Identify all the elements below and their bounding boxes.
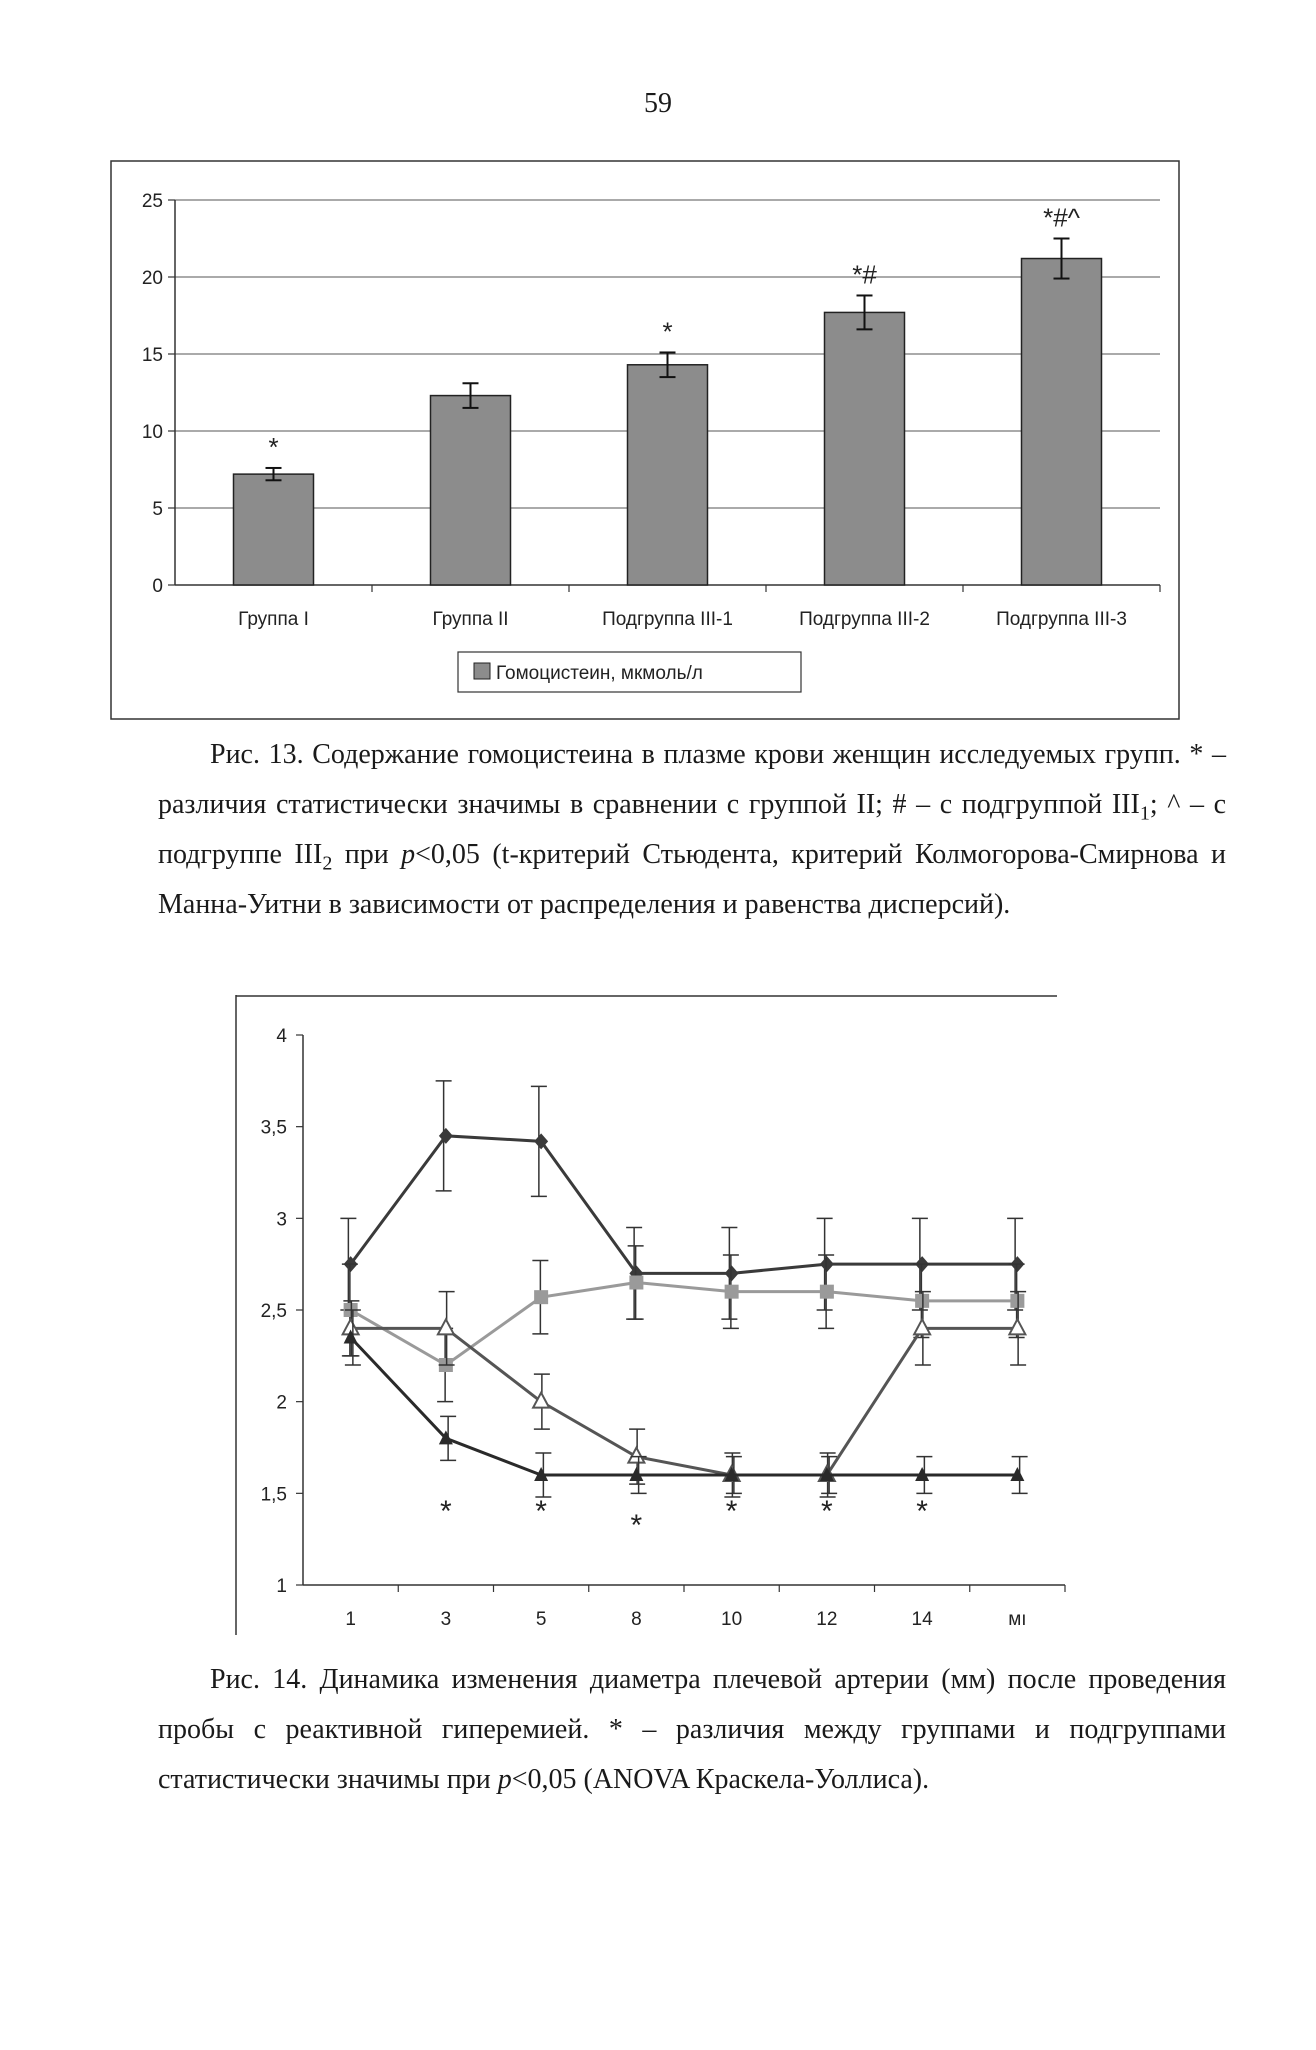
x-tick-label: Подгруппа III-3	[996, 609, 1127, 630]
significance-label: *	[630, 1508, 643, 1542]
x-tick-label: Группа II	[432, 609, 509, 630]
legend-swatch	[474, 663, 490, 679]
significance-label: *	[440, 1494, 452, 1528]
figure-13-bar-chart	[110, 160, 1180, 720]
y-tick-label: 20	[141, 268, 163, 289]
data-point	[725, 1285, 739, 1299]
bar	[628, 365, 708, 585]
x-tick-label: мı	[1008, 1609, 1027, 1630]
significance-label: *	[821, 1494, 833, 1528]
significance-label: *	[535, 1494, 547, 1528]
data-point	[628, 1448, 644, 1463]
significance-label: *#^	[1043, 202, 1080, 233]
y-tick-label: 0	[152, 576, 163, 597]
significance-label: *	[268, 431, 279, 462]
significance-label: *	[725, 1494, 738, 1528]
data-point	[533, 1393, 549, 1408]
y-tick-label: 25	[141, 191, 163, 212]
y-tick-label: 3	[276, 1209, 287, 1231]
y-tick-label: 1	[276, 1576, 287, 1597]
y-tick-label: 3,5	[260, 1117, 287, 1139]
figure-13-caption: Рис. 13. Содержание гомоцистеина в плазме крови женщин исследуемых групп. * – различия статистически значимы в сравнении с группой II; # – с подгруппой $III_1$; ^ – с подгруппе $III_2$ при p<0,05 (t-критерий Стьюдента, критерий Колмогорова-Смирнова и Манна-Уитни в зависимости от распределения и равенства дисперсий).	[158, 739, 1226, 920]
y-tick-label: 10	[141, 422, 163, 443]
y-tick-label: 2,5	[260, 1301, 287, 1322]
x-tick-label: 5	[535, 1609, 547, 1630]
bar	[234, 474, 314, 585]
x-tick-label: Группа I	[238, 609, 309, 630]
x-tick-label: 12	[816, 1609, 838, 1630]
figure-14-line-chart	[235, 995, 1075, 1635]
y-tick-label: 2	[276, 1392, 287, 1414]
figure-14-caption: Рис. 14. Динамика изменения диаметра плечевой артерии (мм) после проведения пробы с реактивной гиперемией. * – различия между группами и подгруппами статистически значимы при p<0,05 (ANOVA Краскела-Уоллиса).	[158, 1664, 1226, 1795]
x-tick-label: 10	[721, 1609, 743, 1630]
y-tick-label: 1,5	[260, 1484, 287, 1506]
y-tick-label: 5	[152, 499, 163, 520]
x-tick-label: 14	[911, 1609, 933, 1630]
y-tick-label: 4	[276, 1026, 287, 1047]
significance-label: *	[662, 316, 673, 347]
x-tick-label: 8	[631, 1609, 642, 1630]
significance-label: *#	[852, 259, 877, 290]
bar	[431, 396, 511, 585]
y-tick-label: 15	[141, 345, 163, 366]
significance-label: *	[916, 1494, 928, 1528]
bar	[1022, 259, 1102, 585]
x-tick-label: Подгруппа III-2	[799, 609, 930, 630]
x-tick-label: 3	[440, 1609, 452, 1630]
legend-label: Гомоцистеин, мкмоль/л	[496, 663, 703, 684]
x-tick-label: 1	[345, 1609, 356, 1630]
x-tick-label: Подгруппа III-1	[602, 609, 733, 630]
page-number: 59	[644, 88, 672, 119]
data-point	[629, 1276, 643, 1290]
data-point	[534, 1290, 548, 1304]
bar	[825, 312, 905, 585]
data-point	[820, 1285, 834, 1299]
series-line	[351, 1136, 1018, 1274]
